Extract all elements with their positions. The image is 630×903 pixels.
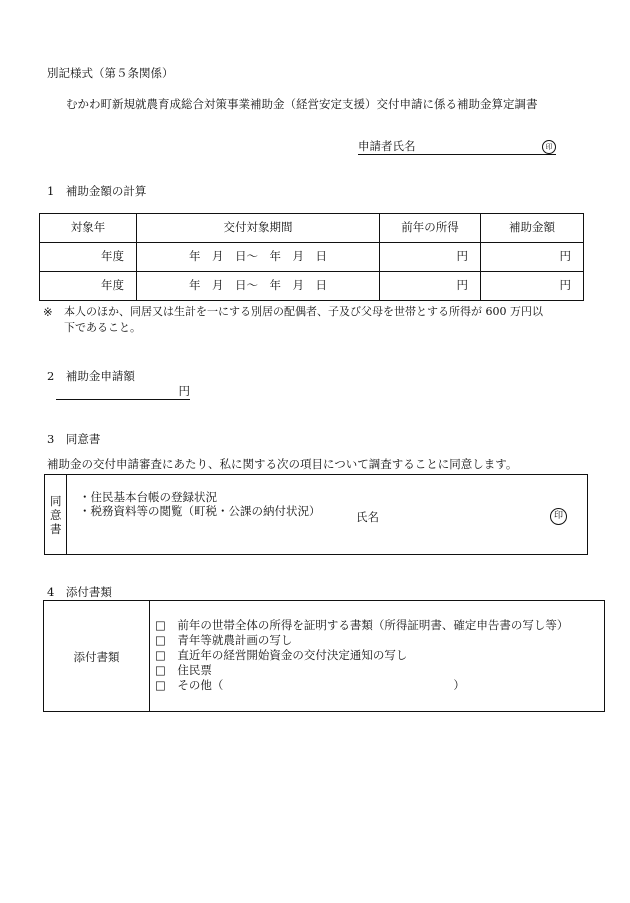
cell-year: 年度 — [40, 272, 137, 301]
col-target-year: 対象年 — [40, 214, 137, 243]
cell-year: 年度 — [40, 243, 137, 272]
applicant-seal-icon: 印 — [542, 140, 556, 154]
attachment-item: □ 青年等就農計画の写し — [155, 633, 293, 647]
attachments-label: 添付書類 — [73, 650, 120, 664]
note-line-2: 下であること。 — [64, 321, 141, 334]
applicant-label: 申請者氏名 — [358, 139, 416, 153]
application-amount-underline — [56, 399, 190, 400]
attachments-box — [43, 600, 605, 712]
consent-side-text — [50, 494, 62, 536]
side-char: 意 — [50, 508, 62, 522]
application-amount-unit: 円 — [178, 384, 190, 398]
applicant-underline — [358, 154, 556, 155]
cell-subsidy: 円 — [481, 272, 584, 301]
section4-heading: 4 添付書類 — [47, 585, 112, 599]
subsidy-table — [39, 213, 584, 301]
cell-income: 円 — [380, 272, 481, 301]
application-amount-line — [56, 384, 190, 399]
consent-box — [44, 474, 588, 555]
col-subsidy-amount: 補助金額 — [481, 214, 584, 243]
col-period: 交付対象期間 — [137, 214, 380, 243]
consent-item-2: ・税務資料等の閲覧（町税・公課の納付状況） — [79, 504, 321, 518]
table-header-row — [40, 214, 584, 243]
attachment-item: □ 前年の世帯全体の所得を証明する書類（所得証明書、確定申告書の写し等） — [155, 618, 569, 632]
applicant-line — [358, 139, 556, 154]
section2-heading: 2 補助金申請額 — [47, 369, 135, 383]
side-char: 同 — [50, 494, 62, 508]
attachment-item: □ 住民票 — [155, 663, 212, 677]
table-row — [40, 272, 584, 301]
note-mark: ※ — [43, 305, 53, 319]
consent-name-label: 氏名 — [356, 510, 379, 524]
col-prev-income: 前年の所得 — [380, 214, 481, 243]
side-char: 書 — [50, 522, 62, 536]
consent-item-1: ・住民基本台帳の登録状況 — [79, 490, 217, 504]
cell-subsidy: 円 — [481, 243, 584, 272]
attachment-item: □ その他（ ） — [155, 678, 465, 692]
cell-period: 年 月 日～ 年 月 日 — [137, 243, 380, 272]
consent-side-label — [45, 475, 67, 554]
consent-seal-icon: 印 — [550, 508, 567, 525]
consent-intro: 補助金の交付申請審査にあたり、私に関する次の項目について調査することに同意します。 — [47, 457, 518, 471]
cell-period: 年 月 日～ 年 月 日 — [137, 272, 380, 301]
document-title: むかわ町新規就農育成総合対策事業補助金（経営安定支援）交付申請に係る補助金算定調書 — [66, 97, 538, 111]
attachment-item: □ 直近年の経営開始資金の交付決定通知の写し — [155, 648, 408, 662]
section3-heading: 3 同意書 — [47, 432, 101, 446]
note-line-1: 本人のほか、同居又は生計を一にする別居の配偶者、子及び父母を世帯とする所得が 600 万円以 — [64, 305, 543, 318]
section1-heading: 1 補助金額の計算 — [47, 184, 147, 198]
cell-income: 円 — [380, 243, 481, 272]
attachments-label-cell — [44, 601, 150, 711]
form-number: 別記様式（第５条関係） — [47, 66, 174, 80]
table-row — [40, 243, 584, 272]
